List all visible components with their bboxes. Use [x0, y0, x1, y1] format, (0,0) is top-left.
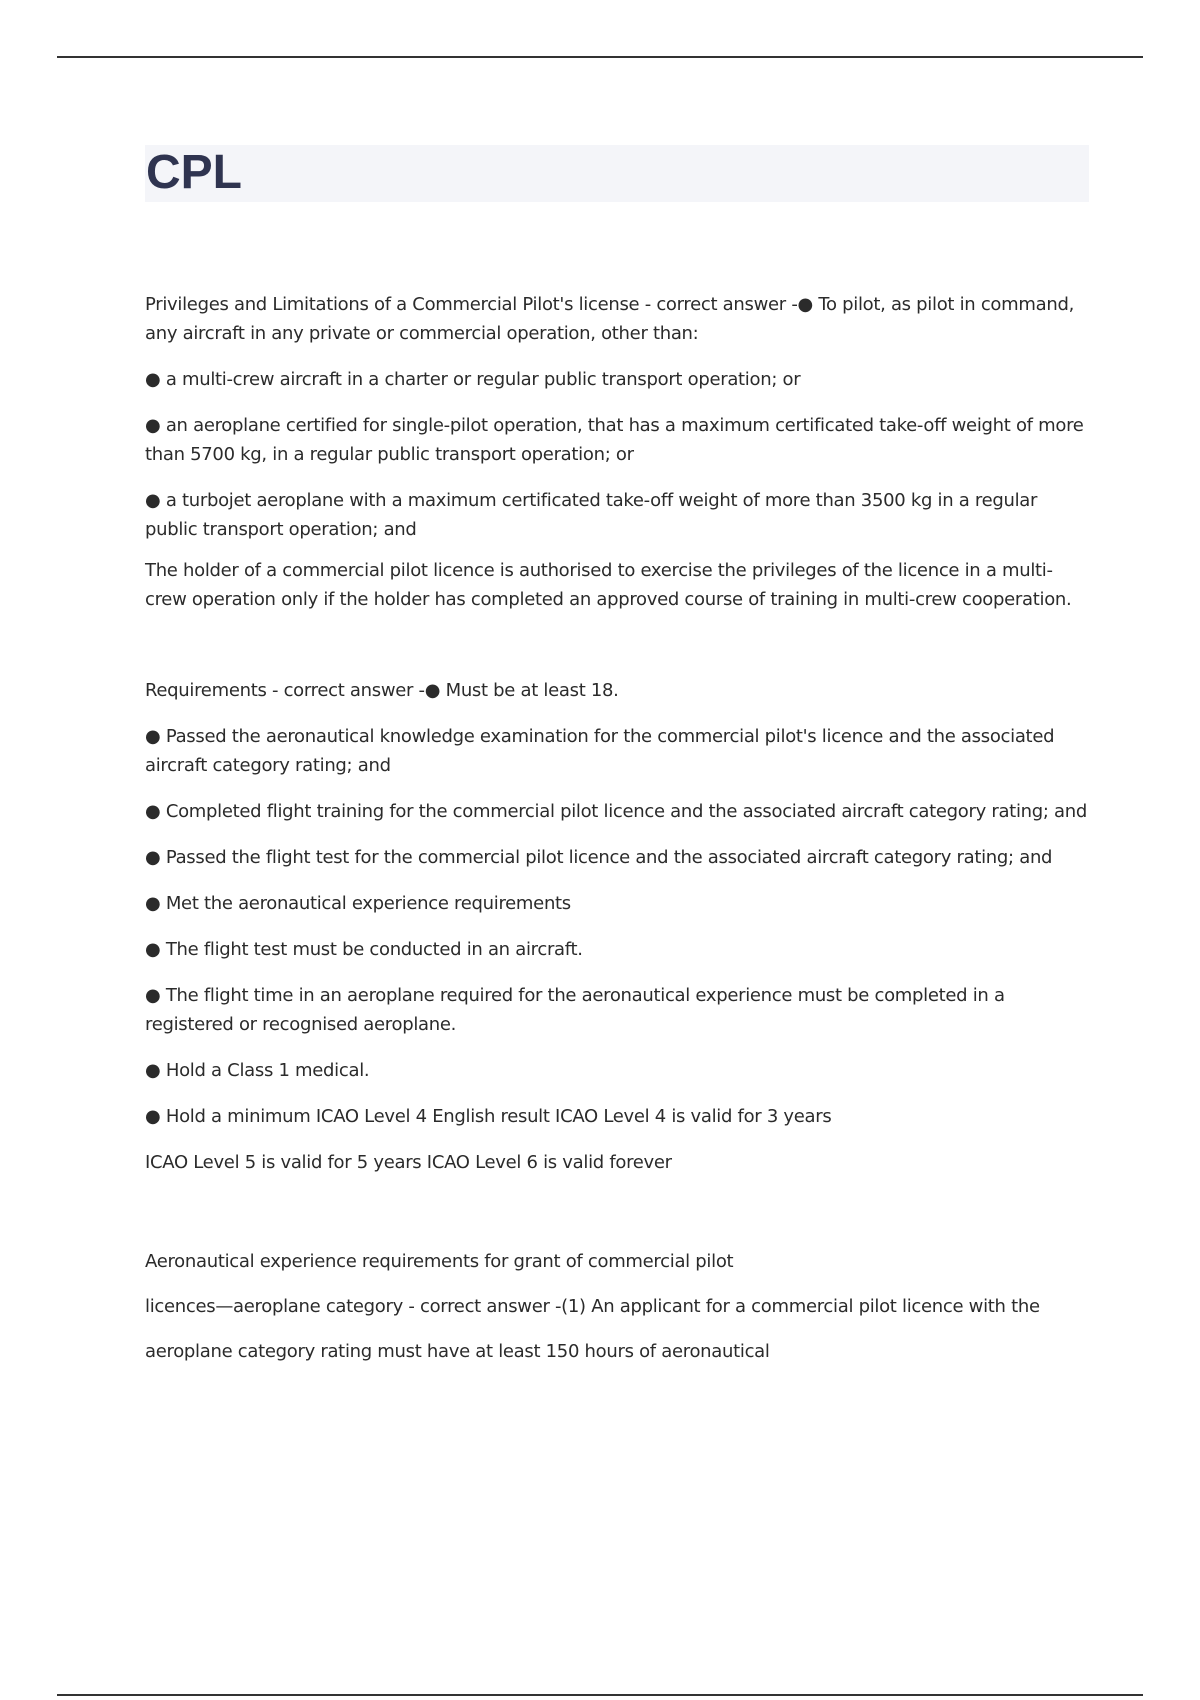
bullet-flight-test-passed: ● Passed the flight test for the commercial pilot licence and the associated aircraft category rating; and [145, 847, 1053, 868]
bullet-turbojet-3500kg: ● a turbojet aeroplane with a maximum certificated take-off weight of more than 3500 kg in a regular public transport operation; and [145, 490, 1038, 540]
section-requirements [145, 676, 1090, 1177]
section-privileges [145, 290, 1090, 614]
bullet-class-1-medical: ● Hold a Class 1 medical. [145, 1060, 370, 1081]
paragraph-experience-heading: Aeronautical experience requirements for grant of commercial pilot [145, 1251, 734, 1272]
bullet-single-pilot-5700kg: ● an aeroplane certified for single-pilot operation, that has a maximum certificated take-off weight of more than 5700 kg, in a regular public transport operation; or [145, 415, 1084, 465]
bullet-flight-test-aircraft: ● The flight test must be conducted in an aircraft. [145, 939, 583, 960]
bullet-knowledge-exam: ● Passed the aeronautical knowledge examination for the commercial pilot's licence and the associated aircraft category rating; and [145, 726, 1055, 776]
title-banner [145, 145, 1089, 202]
paragraph-experience-line-2: licences—aeroplane category - correct answer -(1) An applicant for a commercial pilot licence with the [145, 1296, 1040, 1317]
paragraph-requirements-intro: Requirements - correct answer -● Must be at least 18. [145, 680, 619, 701]
bullet-experience: ● Met the aeronautical experience requirements [145, 893, 571, 914]
bullet-flight-training: ● Completed flight training for the commercial pilot licence and the associated aircraft category rating; and [145, 801, 1088, 822]
document-title: CPL [146, 146, 242, 199]
paragraph-icao-levels: ICAO Level 5 is valid for 5 years ICAO Level 6 is valid forever [145, 1152, 672, 1173]
bullet-registered-aeroplane: ● The flight time in an aeroplane required for the aeronautical experience must be completed in a registered or recognised aeroplane. [145, 985, 1005, 1035]
top-rule [57, 56, 1143, 58]
section-aeronautical-experience [145, 1239, 1090, 1374]
bottom-rule [57, 1694, 1143, 1696]
paragraph-multi-crew-cooperation: The holder of a commercial pilot licence is authorised to exercise the privileges of the licence in a multi-crew operation only if the holder has completed an approved course of training in multi-crew cooperation. [145, 560, 1072, 610]
document-body [145, 290, 1090, 1374]
paragraph-experience-line-3: aeroplane category rating must have at least 150 hours of aeronautical [145, 1341, 770, 1362]
paragraph-privileges-intro: Privileges and Limitations of a Commercial Pilot's license - correct answer -● To pilot, as pilot in command, any aircraft in any private or commercial operation, other than: [145, 294, 1075, 344]
bullet-icao-level-4: ● Hold a minimum ICAO Level 4 English result ICAO Level 4 is valid for 3 years [145, 1106, 832, 1127]
bullet-multi-crew: ● a multi-crew aircraft in a charter or regular public transport operation; or [145, 369, 801, 390]
